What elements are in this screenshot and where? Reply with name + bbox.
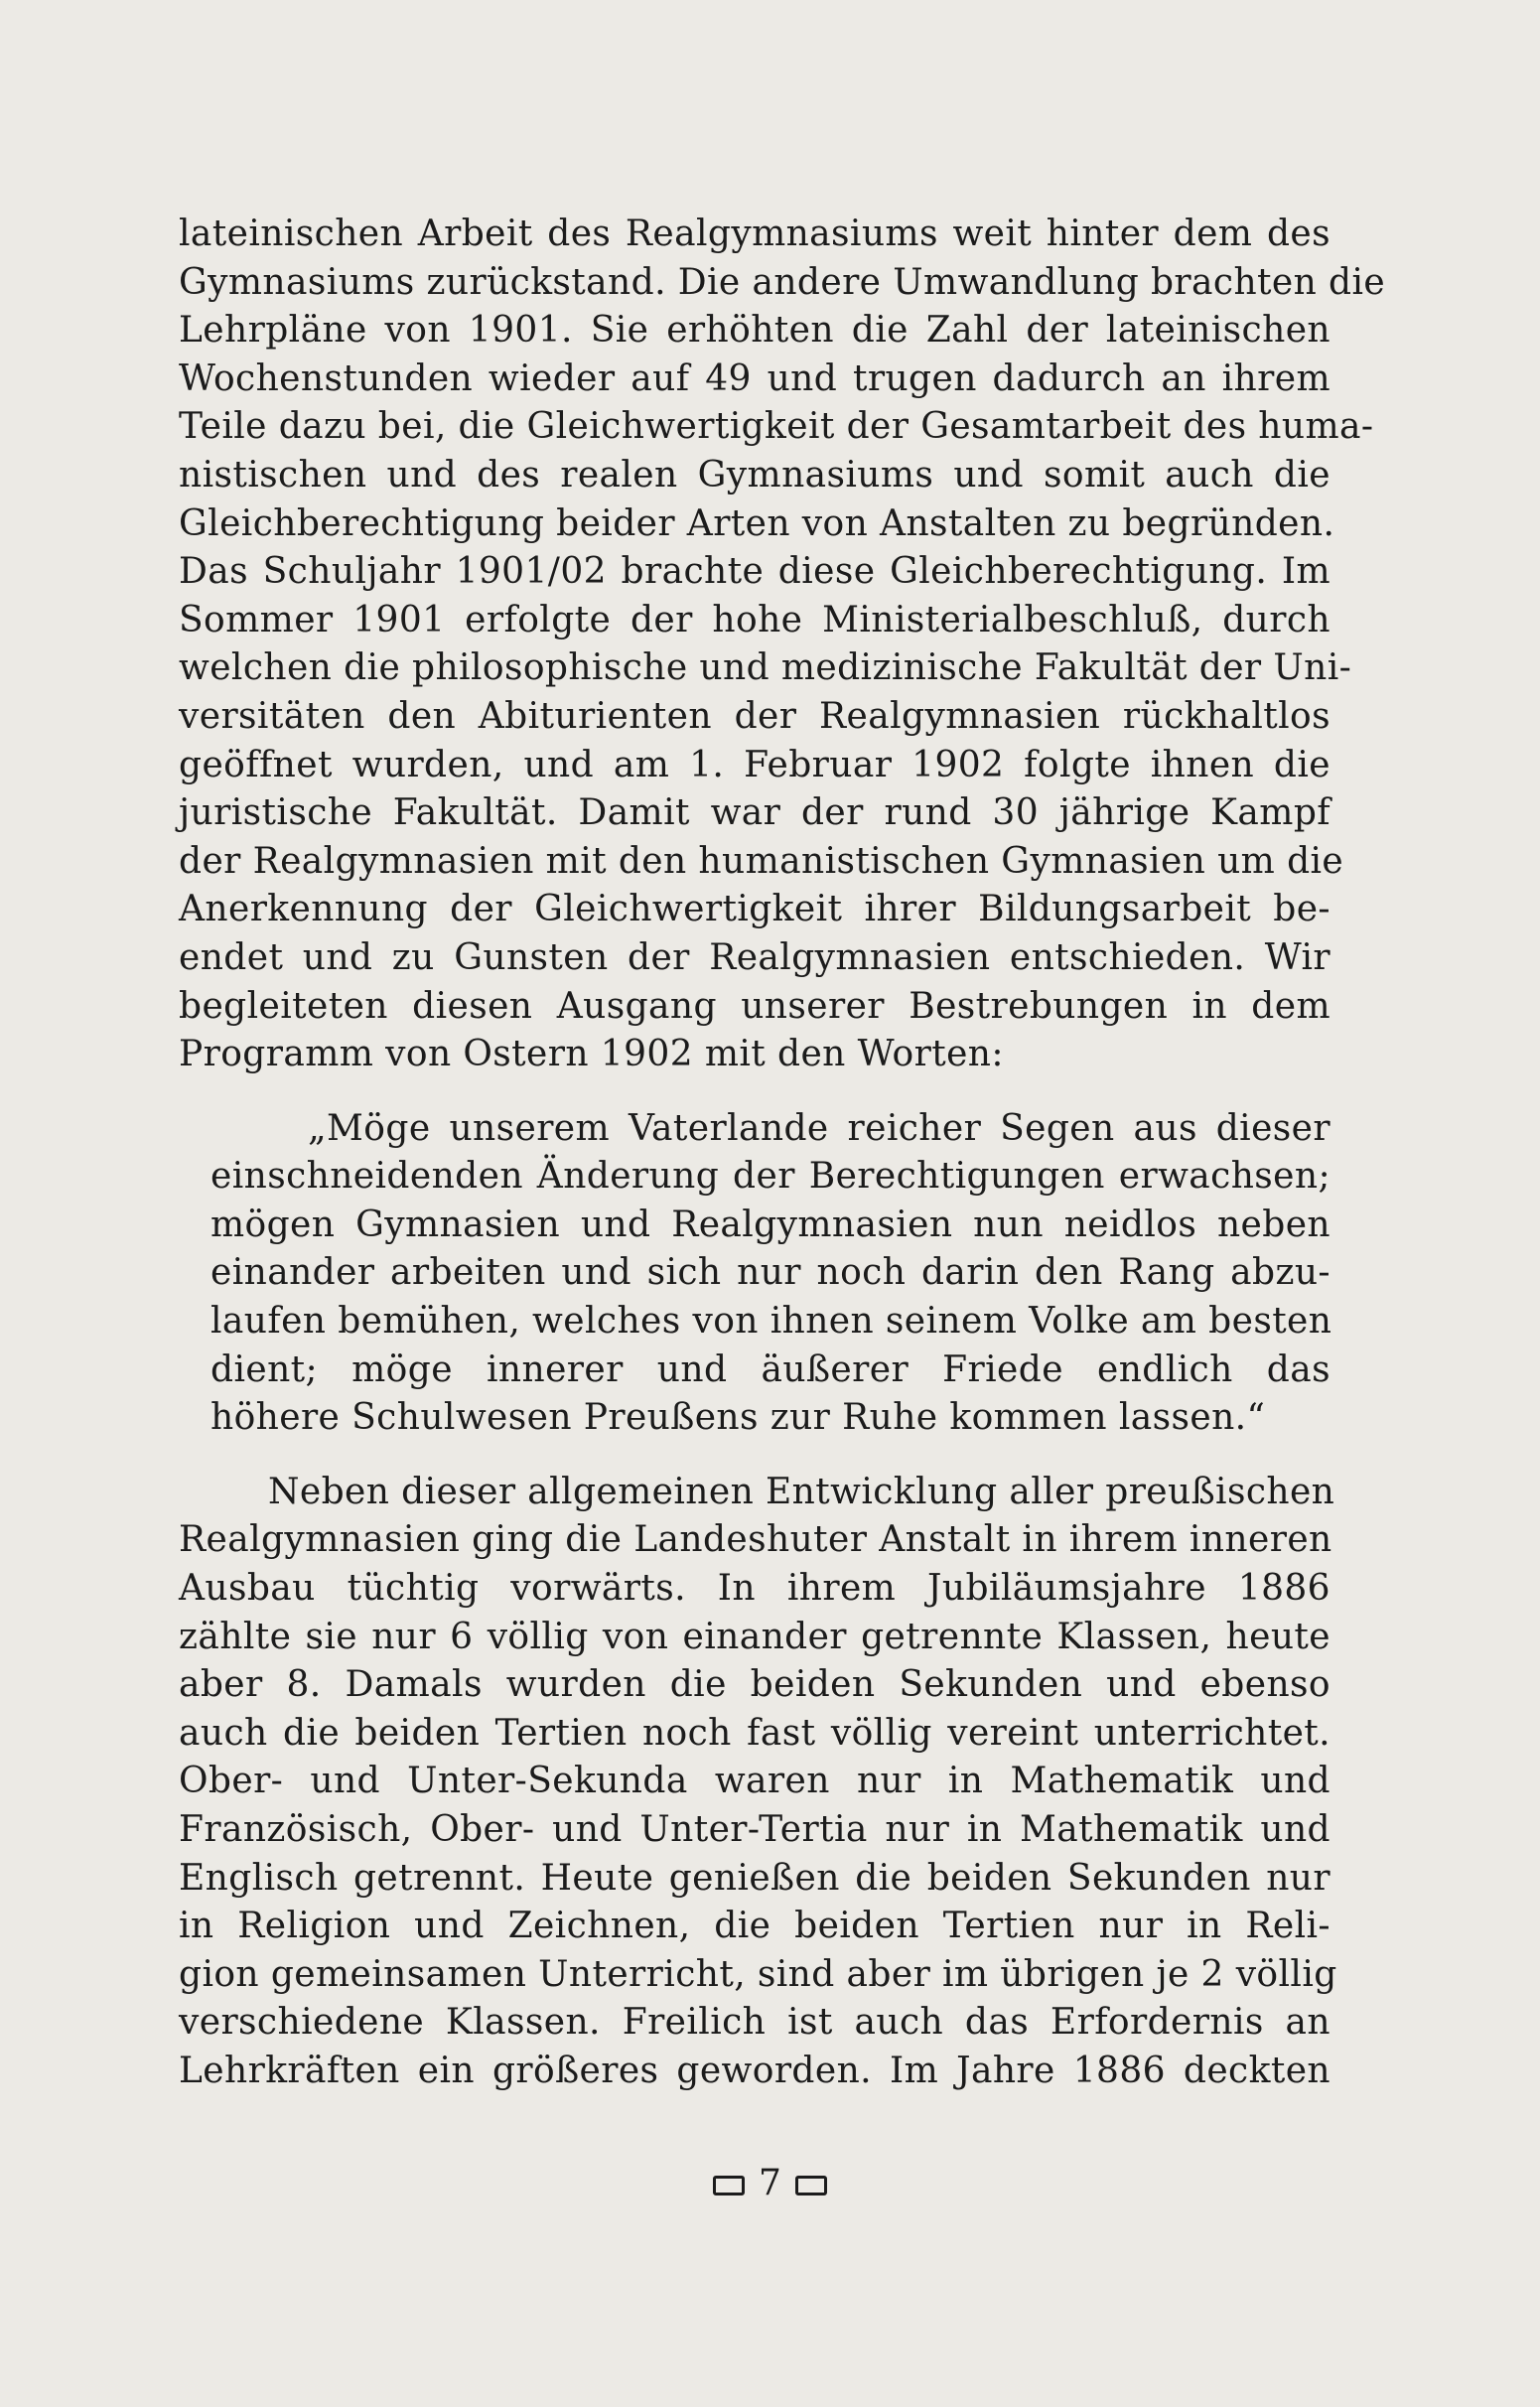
block-quote [179,1105,1330,1443]
quote-line: dient; möge innerer und äußerer Friede endlich das [210,1348,1330,1390]
text-line: geöffnet wurden, und am 1. Februar 1902 folgte ihnen die [179,744,1330,785]
text-line: Wochenstunden wieder auf 49 und trugen dadurch an ihrem [179,357,1330,399]
text-line: aber 8. Damals wurden die beiden Sekunden und ebenso [179,1664,1330,1706]
text-line: Lehrkräften ein größeres geworden. Im Jahre 1886 deckten [179,2050,1330,2091]
text-line: Lehrpläne von 1901. Sie erhöhten die Zahl der lateinischen [179,310,1330,352]
ornament-box-icon [795,2176,827,2195]
text-line: Realgymnasien ging die Landeshuter Anstalt in ihrem inneren [179,1519,1332,1561]
text-line: Programm von Ostern 1902 mit den Worten: [179,1034,1004,1075]
text-line: Gymnasiums zurückstand. Die andere Umwandlung brachten die [179,261,1386,303]
text-line: Gleichberechtigung beider Arten von Anstalten zu begründen. [179,502,1335,544]
text-line: begleiteten diesen Ausgang unserer Bestrebungen in dem [179,985,1330,1027]
text-line: Sommer 1901 erfolgte der hohe Ministerialbeschluß, durch [179,599,1330,640]
text-line: verschiedene Klassen. Freilich ist auch das Erfordernis an [179,2002,1330,2044]
text-line: endet und zu Gunsten der Realgymnasien entschieden. Wir [179,936,1330,978]
text-line: Ausbau tüchtig vorwärts. In ihrem Jubiläumsjahre 1886 [179,1568,1330,1610]
text-line: Anerkennung der Gleichwertigkeit ihrer Bildungsarbeit be- [179,889,1330,930]
text-line: lateinischen Arbeit des Realgymnasiums weit hinter dem des [179,213,1330,254]
text-line: Neben dieser allgemeinen Entwicklung aller preußischen [268,1471,1335,1512]
text-line: Ober- und Unter-Sekunda waren nur in Mathematik und [179,1761,1330,1802]
text-line: in Religion und Zeichnen, die beiden Tertien nur in Reli- [179,1906,1330,1947]
quote-line: „Möge unserem Vaterlande reicher Segen aus dieser [308,1107,1330,1149]
text-line: der Realgymnasien mit den humanistischen Gymnasien um die [179,840,1344,882]
text-line: versitäten den Abiturienten der Realgymnasien rückhaltlos [179,695,1330,737]
text-line: Französisch, Ober- und Unter-Tertia nur in Mathematik und [179,1809,1330,1850]
body-text [179,211,1386,2096]
text-line: Teile dazu bei, die Gleichwertigkeit der Gesamtarbeit des huma- [179,406,1374,448]
quote-line: mögen Gymnasien und Realgymnasien nun neidlos neben [210,1204,1330,1245]
quote-line: einander arbeiten und sich nur noch darin den Rang abzu- [210,1252,1330,1294]
paragraph-2 [179,1469,1337,2096]
text-line: nistischen und des realen Gymnasiums und somit auch die [179,454,1330,496]
page-footer [0,2163,1540,2203]
quote-line: laufen bemühen, welches von ihnen seinem Volke am besten [210,1301,1332,1343]
text-line: auch die beiden Tertien noch fast völlig vereint unterrichtet. [179,1712,1330,1754]
quote-line: höhere Schulwesen Preußens zur Ruhe kommen lassen.“ [210,1397,1266,1439]
text-line: Das Schuljahr 1901/02 brachte diese Gleichberechtigung. Im [179,551,1330,593]
text-line: gion gemeinsamen Unterricht, sind aber im übrigen je 2 völlig [179,1953,1337,1995]
text-line: zählte sie nur 6 völlig von einander getrennte Klassen, heute [179,1616,1330,1657]
quote-line: einschneidenden Änderung der Berechtigungen erwachsen; [210,1156,1330,1198]
page-number: 7 [759,2163,781,2203]
text-line: Englisch getrennt. Heute genießen die beiden Sekunden nur [179,1857,1330,1899]
text-line: juristische Fakultät. Damit war der rund 30 jährige Kampf [179,792,1330,834]
ornament-box-icon [713,2176,745,2195]
text-line: welchen die philosophische und medizinische Fakultät der Uni- [179,647,1352,689]
paragraph-1 [179,211,1386,1079]
